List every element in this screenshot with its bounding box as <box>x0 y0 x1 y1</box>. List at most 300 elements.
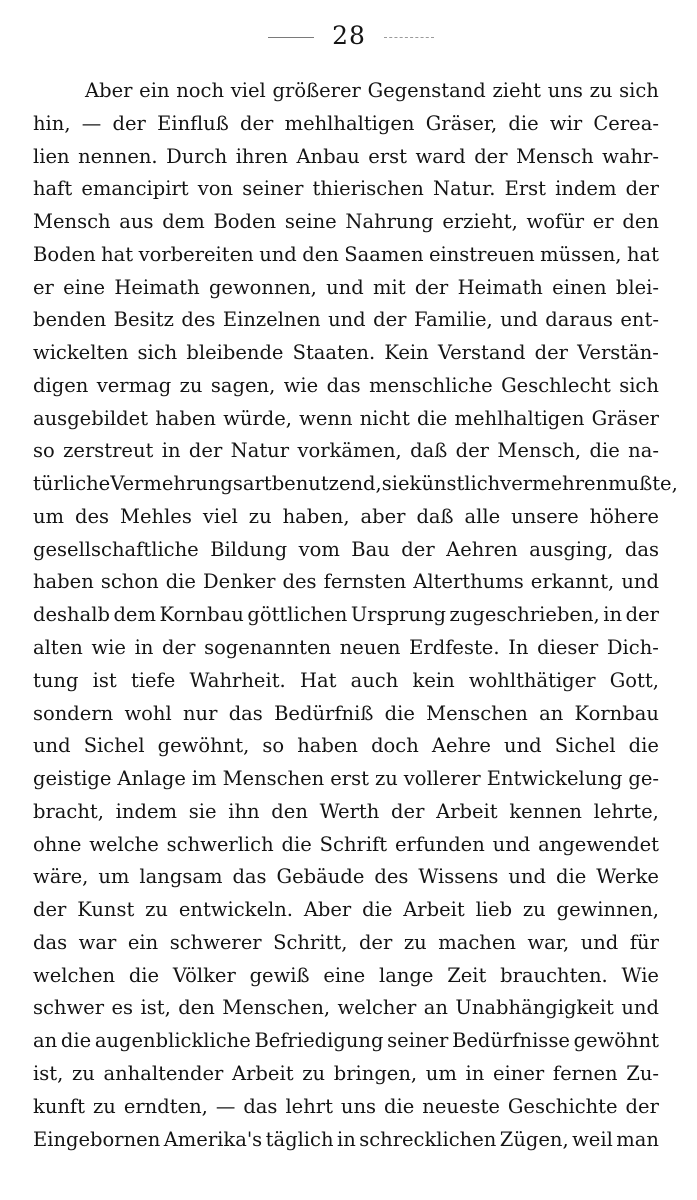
word: Boden <box>33 242 96 266</box>
header-rule-left <box>268 37 314 38</box>
text-line <box>33 75 659 108</box>
text-line <box>33 435 659 468</box>
word: in <box>161 439 181 463</box>
word: daß <box>410 439 448 463</box>
word: wohlthätiger <box>468 668 596 692</box>
word: sie <box>381 472 410 496</box>
word: es <box>111 996 134 1020</box>
word: Kein <box>384 341 429 365</box>
word: Mensch <box>516 144 594 168</box>
word: daraus <box>545 308 613 332</box>
word: Bedürfniß <box>274 701 374 725</box>
word: der <box>162 636 196 660</box>
word: so <box>262 734 285 758</box>
word: haft <box>33 177 73 201</box>
word: Menschen <box>426 701 528 725</box>
word: nur <box>182 701 218 725</box>
word: die <box>165 570 196 594</box>
word: Wissens <box>418 865 499 889</box>
word: blei- <box>615 275 659 299</box>
word: na- <box>628 439 659 463</box>
word: die <box>281 832 312 856</box>
word: mußte, <box>608 472 678 496</box>
word: des <box>181 308 216 332</box>
text-line <box>33 337 659 370</box>
word: erst <box>330 767 369 791</box>
word: das <box>326 373 361 397</box>
word: noch <box>176 79 225 102</box>
word: sogenannten <box>204 636 332 660</box>
word: die <box>589 439 620 463</box>
word: Mehles <box>120 504 192 528</box>
word: gewöhnt <box>573 1029 659 1053</box>
word: dem <box>113 603 156 627</box>
word: er <box>33 275 54 299</box>
text-line <box>33 1091 659 1124</box>
word: wickelten <box>33 341 129 365</box>
word: einen <box>552 275 607 299</box>
word: Verstand <box>437 341 526 365</box>
word: man <box>616 1127 659 1151</box>
word: Bau <box>351 537 390 561</box>
word: das <box>228 701 263 725</box>
word: Cerea- <box>593 111 659 135</box>
word: ent- <box>620 308 659 332</box>
word: eine <box>63 275 106 299</box>
text-line <box>33 599 659 632</box>
word: ge- <box>628 767 659 791</box>
word: erst <box>368 144 407 168</box>
word: Gegenstand <box>367 79 486 102</box>
word: Schritt, <box>273 930 348 954</box>
word: und <box>500 308 538 332</box>
word: wahr- <box>602 144 659 168</box>
text-line <box>33 960 659 993</box>
word: Erst <box>504 177 546 201</box>
word: der <box>112 111 146 135</box>
word: fernsten <box>323 570 407 594</box>
word: uns <box>547 79 583 102</box>
word: bracht, <box>33 799 104 823</box>
word: wir <box>549 111 583 135</box>
word: Aehren <box>446 537 518 561</box>
word: in <box>465 1061 485 1085</box>
word: göttlichen <box>247 603 348 627</box>
word: zu <box>145 898 168 922</box>
word: das <box>624 537 659 561</box>
word: Alterthums <box>413 570 524 594</box>
word: hat <box>626 242 659 266</box>
word: weil <box>572 1127 613 1151</box>
word: an <box>539 701 564 725</box>
word: seine <box>284 210 337 234</box>
word: In <box>508 636 529 660</box>
word: wenn <box>299 406 353 430</box>
word: den <box>271 799 308 823</box>
word: der <box>625 177 659 201</box>
word: anhaltender <box>103 1061 224 1085</box>
text-line <box>33 796 659 829</box>
word: vermehren <box>500 472 609 496</box>
word: erzieht, <box>442 210 518 234</box>
text-line <box>33 141 659 174</box>
word: kunft <box>33 1094 85 1118</box>
word: das <box>243 1094 278 1118</box>
word: machen <box>438 930 516 954</box>
word: ausgebildet <box>33 406 149 430</box>
word: vorbereiten <box>138 242 254 266</box>
word: Zeit <box>447 963 487 987</box>
word: uns <box>340 1094 377 1118</box>
word: welchen <box>33 963 116 987</box>
word: Besitz <box>113 308 174 332</box>
word: gesellschaftliche <box>33 537 199 561</box>
word: an <box>33 1029 58 1053</box>
word: wie <box>283 373 319 397</box>
word: vom <box>298 537 340 561</box>
word: sagen, <box>210 373 276 397</box>
word: wohl <box>124 701 172 725</box>
word: ein <box>127 930 159 954</box>
word: gewinnen, <box>556 898 659 922</box>
header-rule-right <box>384 37 434 38</box>
word: der <box>625 603 659 627</box>
word: haben, <box>282 504 350 528</box>
word: ihren <box>235 144 288 168</box>
word: die <box>362 898 393 922</box>
word: um <box>33 504 65 528</box>
word: Geschichte <box>507 1094 618 1118</box>
word: größerer <box>272 79 361 102</box>
word: der <box>239 111 274 135</box>
word: Heimath <box>114 275 200 299</box>
word: schon <box>100 570 159 594</box>
word: Natur. <box>433 177 496 201</box>
word: welche <box>89 832 159 856</box>
word: der <box>474 144 508 168</box>
word: geistige <box>33 767 112 791</box>
word: Kornbau <box>159 603 244 627</box>
word: Aber <box>303 898 352 922</box>
word: war <box>78 930 117 954</box>
word: Gräser, <box>425 111 498 135</box>
word: langsam <box>139 865 223 889</box>
word: vorkämen, <box>297 439 402 463</box>
word: Aehre <box>431 734 491 758</box>
word: Aber <box>85 79 133 102</box>
word: die <box>60 1029 92 1053</box>
word: der <box>534 341 568 365</box>
word: ohne <box>33 832 82 856</box>
word: sich <box>619 79 659 102</box>
word: der <box>33 898 67 922</box>
word: Denker <box>203 570 276 594</box>
word: zu <box>92 1094 116 1118</box>
word: wofür <box>526 210 585 234</box>
word: schrecklichen <box>359 1127 497 1151</box>
word: des <box>75 504 110 528</box>
word: hin, <box>33 111 71 135</box>
word: kein <box>412 668 455 692</box>
text-line <box>33 632 659 665</box>
word: tung <box>33 668 79 692</box>
word: Sichel <box>554 734 616 758</box>
word: digen <box>33 373 89 397</box>
word: lien <box>33 144 70 168</box>
word: der <box>358 930 393 954</box>
text-line <box>33 501 659 534</box>
word: künstlich <box>409 472 501 496</box>
word: schwerlich <box>166 832 274 856</box>
word: Ursprung <box>350 603 446 627</box>
word: gewiß <box>249 963 310 987</box>
word: Dich- <box>606 636 659 660</box>
word: in <box>603 603 623 627</box>
word: haben <box>297 734 358 758</box>
word: der <box>455 439 489 463</box>
word: ist, <box>33 1061 64 1085</box>
word: zu <box>374 767 398 791</box>
word: tiefe <box>130 668 176 692</box>
word: und <box>508 865 547 889</box>
word: für <box>629 930 659 954</box>
word: die <box>628 734 659 758</box>
word: er <box>592 210 614 234</box>
word: Bildung <box>210 537 288 561</box>
word: alle <box>464 504 501 528</box>
word: Völker <box>172 963 236 987</box>
word: einer <box>492 1061 545 1085</box>
word: bleibende <box>186 341 284 365</box>
word: Wie <box>621 963 659 987</box>
word: Heimath <box>457 275 543 299</box>
word: die <box>128 963 160 987</box>
word: neueste <box>422 1094 500 1118</box>
word: die <box>508 111 539 135</box>
word: ihn <box>228 799 260 823</box>
word: mehlhaltigen <box>454 406 585 430</box>
word: vermag <box>96 373 172 397</box>
word: haben <box>33 570 94 594</box>
word: und <box>492 832 531 856</box>
word: sondern <box>33 701 114 725</box>
word: Hat <box>299 668 337 692</box>
word: Arbeit <box>232 1061 294 1085</box>
word: Vermehrungsart <box>110 472 272 496</box>
text-line <box>33 108 659 141</box>
word: zu <box>403 930 427 954</box>
word: mehlhaltigen <box>284 111 415 135</box>
word: Erdfeste. <box>409 636 500 660</box>
word: Staaten. <box>292 341 376 365</box>
word: Arbeit <box>436 799 498 823</box>
word: neuen <box>339 636 401 660</box>
word: mit <box>373 275 406 299</box>
word: Nahrung <box>345 210 434 234</box>
word: zu <box>248 504 272 528</box>
word: Kornbau <box>574 701 659 725</box>
word: emancipirt <box>81 177 189 201</box>
word: aus <box>119 210 154 234</box>
word: Werth <box>319 799 380 823</box>
page-number: 28 <box>332 21 366 50</box>
word: kennen <box>509 799 582 823</box>
word: türliche <box>33 472 111 496</box>
word: zieht <box>492 79 541 102</box>
word: die <box>556 865 587 889</box>
word: seiner <box>242 177 304 201</box>
word: zu <box>589 79 613 102</box>
word: angewendet <box>538 832 659 856</box>
text-line <box>33 894 659 927</box>
text-line <box>33 992 659 1025</box>
text-line <box>33 534 659 567</box>
word: — <box>81 111 102 135</box>
word: und <box>580 930 619 954</box>
word: hat <box>101 242 134 266</box>
word: der <box>414 275 449 299</box>
text-line <box>33 239 659 272</box>
word: welcher <box>337 996 417 1020</box>
word: Eingebornen <box>33 1127 161 1151</box>
text-line <box>33 304 659 337</box>
word: erkannt, <box>530 570 615 594</box>
word: wäre, <box>33 865 89 889</box>
word: Geschlecht <box>501 373 611 397</box>
word: Kunst <box>77 898 135 922</box>
word: fernen <box>552 1061 618 1085</box>
word: ist <box>92 668 117 692</box>
word: und <box>621 570 659 594</box>
word: des <box>282 570 317 594</box>
body-text <box>33 75 678 1156</box>
word: höhere <box>589 504 659 528</box>
word: bringen, <box>333 1061 418 1085</box>
word: lieb <box>475 898 513 922</box>
word: Durch <box>166 144 228 168</box>
word: haben <box>155 406 216 430</box>
word: sie <box>188 799 217 823</box>
word: viel <box>230 79 266 102</box>
word: Befriedigung <box>254 1029 384 1053</box>
word: dieser <box>537 636 599 660</box>
text-line <box>33 206 659 239</box>
text-line <box>33 173 659 206</box>
word: viel <box>202 504 238 528</box>
text-line <box>33 1025 659 1058</box>
text-line <box>33 370 659 403</box>
word: Mensch, <box>497 439 582 463</box>
word: sich <box>137 341 178 365</box>
word: Einfluß <box>157 111 229 135</box>
word: und <box>621 996 659 1020</box>
word: Familie, <box>413 308 493 332</box>
text-line <box>33 665 659 698</box>
word: doch <box>371 734 419 758</box>
word: ward <box>415 144 466 168</box>
word: der <box>188 439 223 463</box>
text-line <box>33 730 659 763</box>
word: der <box>625 1094 659 1118</box>
word: und <box>328 308 366 332</box>
word: benden <box>33 308 107 332</box>
word: den <box>622 210 659 234</box>
word: einstreuen <box>428 242 535 266</box>
word: der <box>373 308 407 332</box>
word: dem <box>162 210 205 234</box>
word: Gebäude <box>276 865 365 889</box>
text-line <box>33 566 659 599</box>
word: so <box>33 439 55 463</box>
word: ausging, <box>529 537 614 561</box>
word: die <box>384 701 415 725</box>
word: erfunden <box>395 832 485 856</box>
word: lehrt <box>285 1094 333 1118</box>
word: Zu- <box>626 1061 659 1085</box>
word: von <box>197 177 234 201</box>
word: und <box>33 734 71 758</box>
word: ein <box>139 79 170 102</box>
word: Anbau <box>296 144 360 168</box>
word: Zügen, <box>499 1127 569 1151</box>
word: war, <box>527 930 570 954</box>
text-line <box>33 272 659 305</box>
word: zu <box>522 898 546 922</box>
word: Schrift <box>319 832 388 856</box>
word: würde, <box>223 406 292 430</box>
word: um <box>98 865 130 889</box>
word: sich <box>619 373 659 397</box>
word: nennen. <box>78 144 158 168</box>
word: Einzelnen <box>222 308 321 332</box>
word: gewonnen, <box>208 275 317 299</box>
word: Saamen <box>344 242 424 266</box>
word: das <box>33 930 68 954</box>
word: unsere <box>511 504 579 528</box>
word: der <box>391 799 425 823</box>
word: Bedürfnisse <box>452 1029 570 1053</box>
word: aber <box>360 504 406 528</box>
text-line <box>33 698 659 731</box>
word: indem <box>555 177 617 201</box>
word: Mensch <box>33 210 111 234</box>
word: Boden <box>213 210 277 234</box>
word: der <box>401 537 435 561</box>
word: und <box>259 242 297 266</box>
word: erndten, <box>123 1094 208 1118</box>
word: eine <box>323 963 366 987</box>
word: ist, <box>140 996 171 1020</box>
word: alten <box>33 636 83 660</box>
word: menschliche <box>369 373 493 397</box>
word: Natur <box>230 439 290 463</box>
word: Werke <box>596 865 659 889</box>
word: die <box>417 406 448 430</box>
text-line <box>33 403 659 436</box>
word: Gott, <box>609 668 659 692</box>
text-line <box>33 763 659 796</box>
word: das <box>232 865 267 889</box>
word: in <box>134 636 154 660</box>
word: im <box>191 767 217 791</box>
word: auch <box>350 668 399 692</box>
word: entwickeln. <box>178 898 293 922</box>
word: Menschen, <box>222 996 331 1020</box>
text-line <box>33 468 678 501</box>
word: lange <box>378 963 434 987</box>
word: Arbeit <box>403 898 465 922</box>
word: seiner <box>387 1029 449 1053</box>
